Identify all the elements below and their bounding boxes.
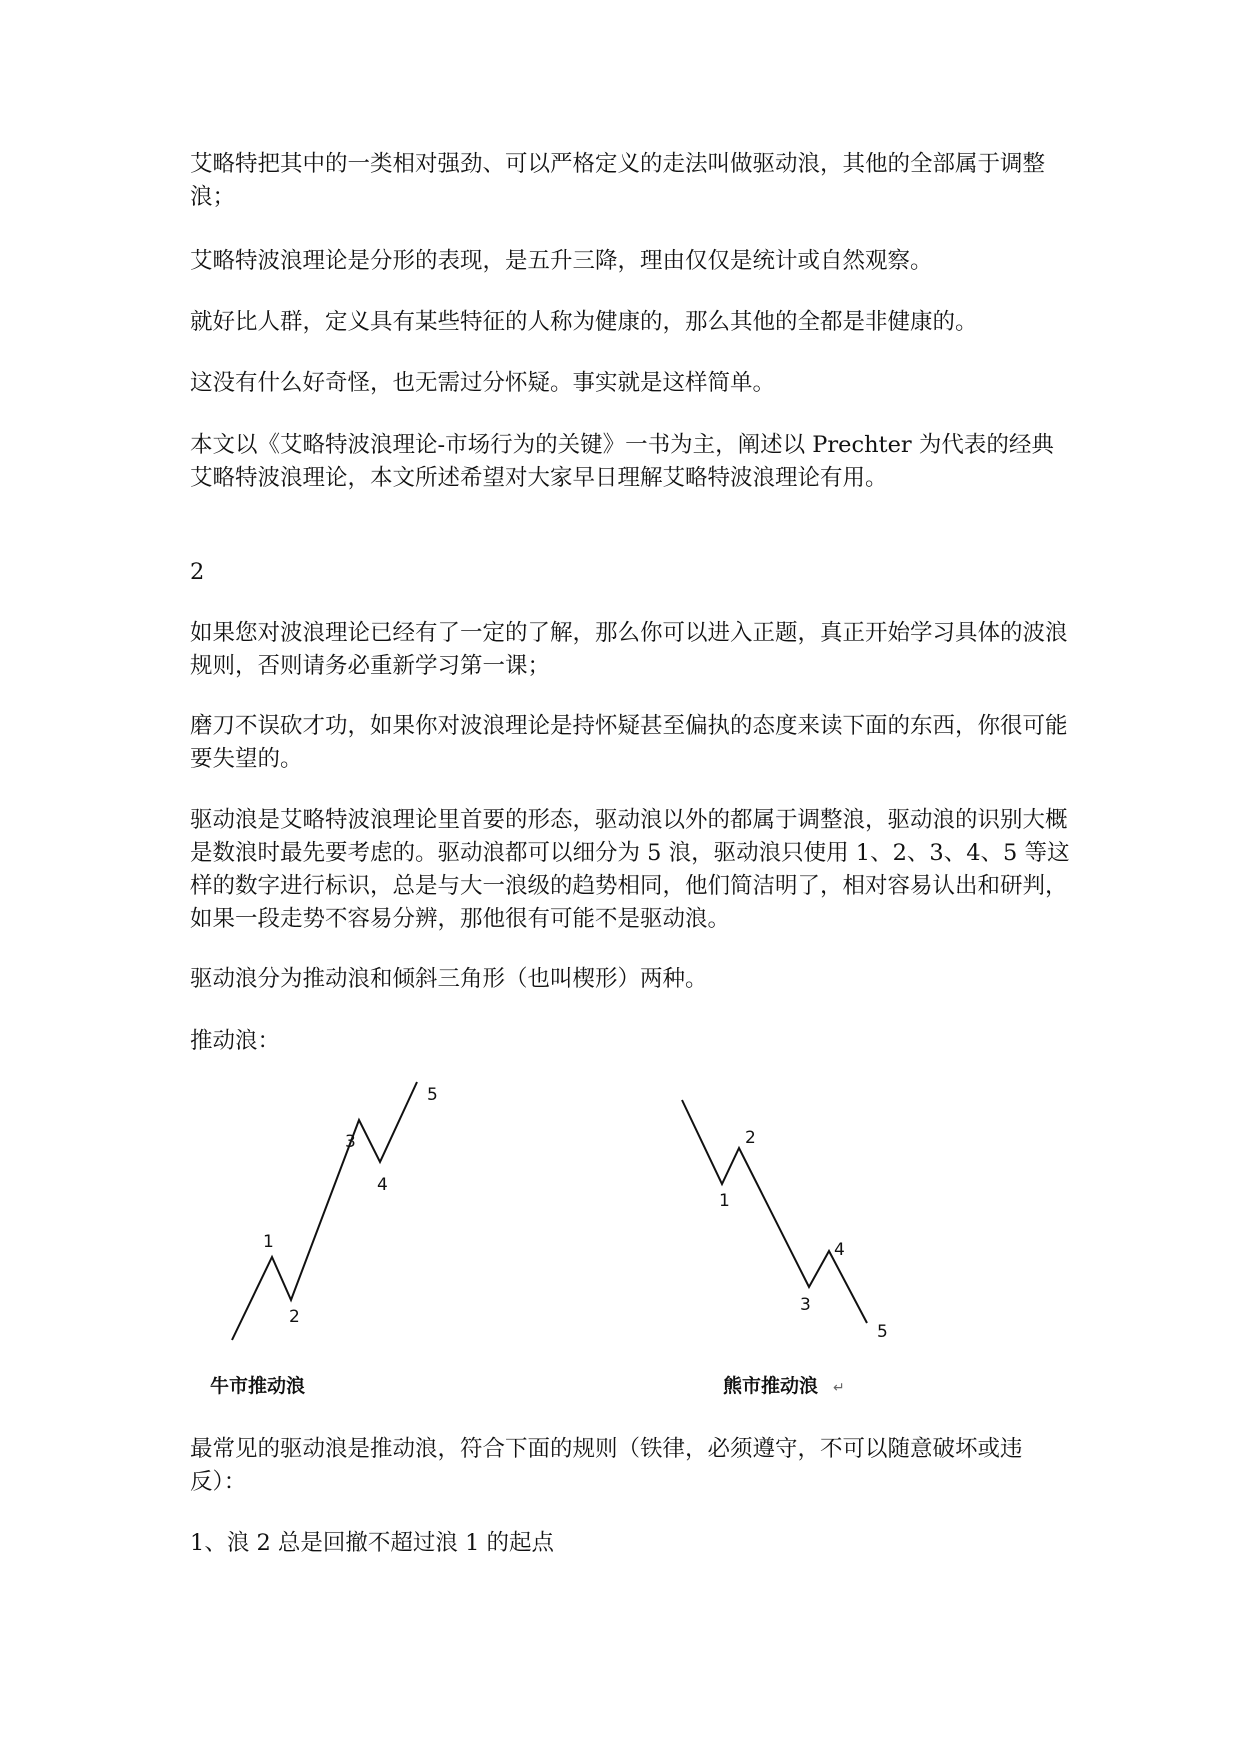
paragraph-fractal: 艾略特波浪理论是分形的表现，是五升三降，理由仅仅是统计或自然观察。 xyxy=(190,248,933,274)
bear-label-4: 4 xyxy=(834,1240,845,1260)
paragraph-analogy: 就好比人群，定义具有某些特征的人称为健康的，那么其他的全都是非健康的。 xyxy=(190,309,978,335)
paragraph-simple: 这没有什么好奇怪，也无需过分怀疑。事实就是这样简单。 xyxy=(190,370,776,396)
section-number: 2 xyxy=(190,559,205,585)
bear-caption: 熊市推动浪 xyxy=(723,1375,819,1397)
paragraph-driving-wave-def: 艾略特把其中的一类相对强劲、可以严格定义的走法叫做驱动浪，其他的全部属于调整浪； xyxy=(190,151,1046,210)
bull-label-1: 1 xyxy=(263,1232,274,1252)
bull-wave-line xyxy=(232,1082,417,1340)
bull-label-5: 5 xyxy=(427,1085,438,1105)
bear-label-5: 5 xyxy=(877,1322,888,1342)
bull-label-4: 4 xyxy=(377,1175,388,1195)
paragraph-book-ref: 本文以《艾略特波浪理论-市场行为的关键》一书为主，阐述以 Prechter 为代表的经典艾略特波浪理论，本文所述希望对大家早日理解艾略特波浪理论有用。 xyxy=(190,432,1054,491)
paragraph-warning: 磨刀不误砍才功，如果你对波浪理论是持怀疑甚至偏执的态度来读下面的东西，你很可能要失望的。 xyxy=(190,713,1068,772)
paragraph-rule-1: 1、浪 2 总是回撤不超过浪 1 的起点 xyxy=(190,1530,555,1556)
bull-label-2: 2 xyxy=(289,1307,300,1327)
paragraph-rules-intro: 最常见的驱动浪是推动浪，符合下面的规则（铁律，必须遵守，不可以随意破坏或违反）： xyxy=(190,1436,1023,1495)
paragraph-driving-wave: 驱动浪是艾略特波浪理论里首要的形态，驱动浪以外的都属于调整浪，驱动浪的识别大概是数浪时最先要考虑的。驱动浪都可以细分为 5 浪，驱动浪只使用 1、2、3、4、5 等这样的数字进行标识，总是与大一浪级的趋势相同，他们简洁明了，相对容易认出和研判，如果一段走势不容易分辨，那他很有可能不是驱动浪。 xyxy=(190,807,1070,932)
bull-caption: 牛市推动浪 xyxy=(210,1375,306,1397)
paragraph-types: 驱动浪分为推动浪和倾斜三角形（也叫楔形）两种。 xyxy=(190,966,708,992)
bear-wave-line xyxy=(682,1100,867,1323)
bear-label-3: 3 xyxy=(800,1295,811,1315)
bull-label-3: 3 xyxy=(345,1132,356,1152)
paragraph-intro: 如果您对波浪理论已经有了一定的了解，那么你可以进入正题，真正开始学习具体的波浪规则，否则请务必重新学习第一课； xyxy=(190,620,1068,679)
bear-label-2: 2 xyxy=(745,1128,756,1148)
paragraph-mark: ↵ xyxy=(833,1380,845,1396)
bear-label-1: 1 xyxy=(719,1191,730,1211)
paragraph-impulse-heading: 推动浪： xyxy=(190,1028,281,1054)
